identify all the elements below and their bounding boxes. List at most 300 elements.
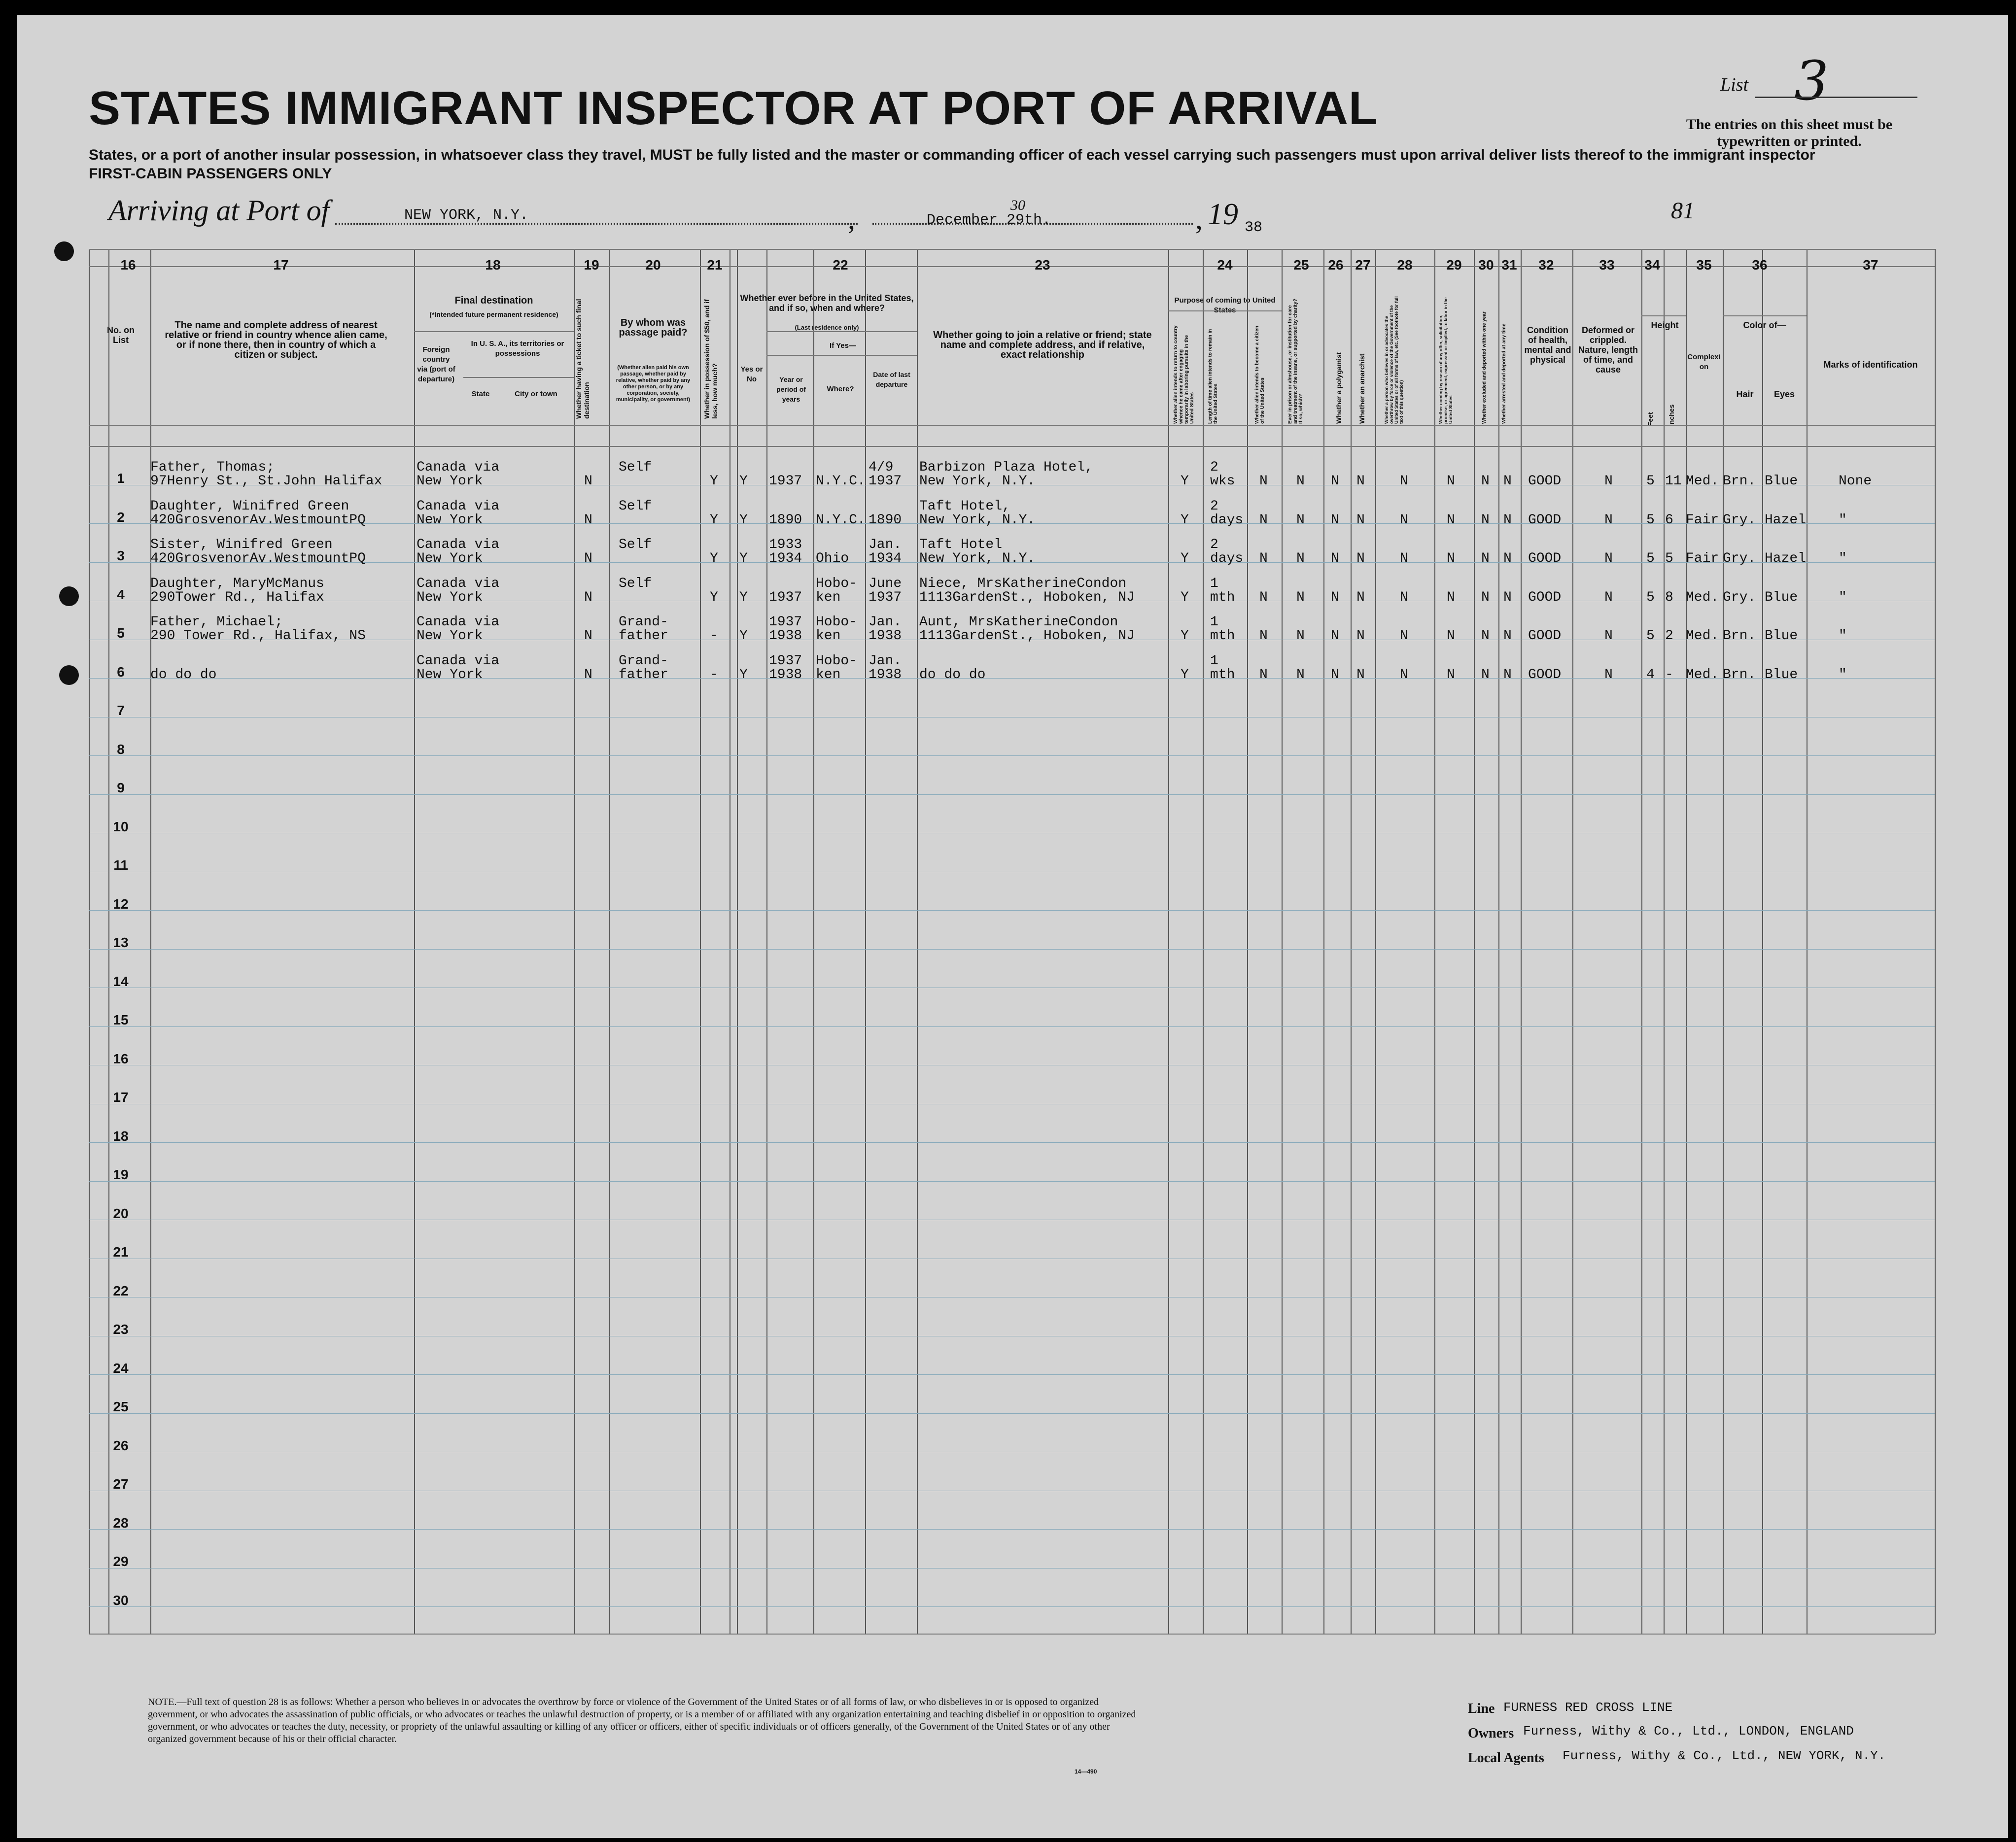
column-number: 29 [1446, 257, 1462, 273]
cell-date1: June [869, 576, 902, 591]
cell-q30: N [1481, 667, 1490, 682]
column-number: 37 [1863, 257, 1878, 273]
cell-ticket: N [584, 667, 592, 682]
cell-health: GOOD [1528, 551, 1562, 566]
cell-hair: Brn. [1723, 628, 1756, 644]
cell-q30: N [1481, 628, 1490, 644]
cell-deformed: N [1604, 512, 1613, 528]
cell-paid2: father [619, 667, 668, 682]
cell-inches: 5 [1665, 551, 1673, 566]
cell-eyes: Blue [1765, 628, 1798, 644]
header-eyes: Eyes [1773, 389, 1795, 399]
cell-citizen: N [1259, 667, 1268, 682]
cell-comp: Fair [1686, 551, 1719, 566]
header-possession: Whether in possession of $50, and if less, how much? [703, 299, 719, 419]
cell-q28: N [1400, 590, 1408, 605]
header-polygamist: Whether a polygamist [1335, 352, 1343, 424]
cell-len1: 1 [1210, 614, 1218, 630]
column-number: 30 [1478, 257, 1494, 273]
cell-marks: " [1839, 628, 1847, 644]
header-inches: Inches [1668, 404, 1675, 426]
cell-date1: Jan. [869, 614, 902, 630]
cell-join2: New York, N.Y. [919, 474, 1036, 489]
grid-header-rule [89, 425, 1935, 426]
year-prefix: 19 [1208, 198, 1238, 231]
header-ticket: Whether having a ticket to such final destination [575, 299, 591, 419]
grid-header-rule [1641, 315, 1686, 316]
cell-yr2: 1937 [769, 474, 802, 489]
column-number: 23 [1035, 257, 1050, 273]
column-number: 18 [485, 257, 501, 273]
cell-yr2: 1938 [769, 667, 802, 682]
cell-len1: 2 [1210, 499, 1218, 514]
row-number: 20 [113, 1206, 129, 1221]
cell-date2: 1890 [869, 512, 902, 528]
header-city: City or town [515, 390, 557, 398]
grid-column-rule [1323, 249, 1324, 1634]
header-year-period: Year or period of years [776, 375, 806, 403]
cell-money: - [710, 667, 718, 682]
cell-dest2: New York [417, 667, 483, 682]
cell-len2: mth [1210, 590, 1235, 605]
grid-header-rule [1168, 310, 1282, 311]
handwritten-page-mark: 81 [1671, 198, 1695, 224]
cell-intend: Y [1181, 667, 1189, 682]
header-hair: Hair [1736, 389, 1754, 399]
row-number: 7 [117, 703, 125, 718]
row-rule [89, 949, 1935, 950]
cell-citizen: N [1259, 551, 1268, 566]
cell-money: Y [710, 474, 718, 489]
owners-value: Furness, Withy & Co., Ltd., LONDON, ENGLAND [1523, 1724, 1854, 1739]
cell-date1: Jan. [869, 537, 902, 552]
cell-anar: N [1356, 667, 1365, 682]
grid-column-rule [1572, 249, 1573, 1634]
cell-eyes: Blue [1765, 667, 1798, 682]
header-purpose: Purpose of coming to United States [1174, 296, 1276, 314]
cell-inches: 2 [1665, 628, 1673, 644]
header-deformed: Deformed or crippled. Nature, length of time, and cause [1578, 325, 1638, 375]
cell-dest2: New York [417, 551, 483, 566]
row-number: 5 [117, 625, 125, 641]
grid-column-rule [1474, 249, 1475, 1634]
cell-eyes: Blue [1765, 474, 1798, 489]
grid-column-rule [1498, 249, 1499, 1634]
owners-label: Owners [1468, 1726, 1514, 1741]
manifest-sheet [17, 15, 2008, 1838]
cell-poly: N [1331, 667, 1339, 682]
cell-deformed: N [1604, 474, 1613, 489]
cell-intend: Y [1181, 474, 1189, 489]
row-number: 16 [113, 1051, 129, 1066]
header-q31: Whether arrested and deported at any time [1501, 323, 1507, 424]
cell-poly: N [1331, 551, 1339, 566]
row-rule [89, 1606, 1935, 1607]
cell-prison: N [1296, 551, 1305, 566]
question-28-note: NOTE.—Full text of question 28 is as follows: Whether a person who believes in or advocates the overthrow by force or violence of the Government of the United States or of all forms of law, or who disbelieves in or is opposed to organized government, or who advocates the assassination of public officials, or who advocates or teaches the unlawful destruction of property, or is a member of or affiliated with any organization entertaining and teaching disbelief in or opposition to organized government, or who advocates or teaches the duty, necessity, or propriety of the unlawful assaulting or killing of any officer or officers, either of specific individuals or of officers generally, of the Government of the United States or of any other organized government because of his or their official character. [148, 1697, 1136, 1744]
cell-health: GOOD [1528, 474, 1562, 489]
grid-column-rule [1723, 249, 1724, 1634]
grid-column-rule [1203, 249, 1204, 1634]
cell-q29: N [1447, 512, 1455, 528]
row-number: 17 [113, 1090, 129, 1105]
cell-poly: N [1331, 590, 1339, 605]
grid-column-rule [1282, 249, 1283, 1634]
cell-rel1: Father, Michael; [150, 614, 283, 630]
cell-rel2: 420GrosvenorAv.WestmountPQ [150, 512, 366, 528]
cell-date2: 1937 [869, 590, 902, 605]
cell-q28: N [1400, 551, 1408, 566]
cell-dest2: New York [417, 590, 483, 605]
cell-rel1: Sister, Winifred Green [150, 537, 333, 552]
grid-header-rule [89, 249, 1935, 250]
cell-intend: Y [1181, 628, 1189, 644]
grid-header-rule [766, 355, 917, 356]
header-condition: Condition of health, mental and physical [1524, 325, 1571, 365]
header-no-on-list: No. on List [107, 325, 135, 345]
grid-column-rule [150, 249, 151, 1634]
line-value: FURNESS RED CROSS LINE [1503, 1700, 1673, 1715]
cell-yes: Y [739, 628, 748, 644]
grid-column-rule [1247, 249, 1248, 1634]
cell-hair: Gry. [1723, 551, 1756, 566]
row-rule [89, 1374, 1935, 1375]
header-prison: Ever in prison or almshouse, or institution for care and treatment of the insane, or supported by charity? If so, which? [1287, 299, 1304, 424]
header-purpose-return: Whether alien intends to return to country whence he came after engaging temporarily in laboring pursuits in the United States [1173, 325, 1195, 424]
row-number: 12 [113, 896, 129, 912]
cell-comp: Med. [1686, 474, 1719, 489]
cell-prison: N [1296, 512, 1305, 528]
cell-paid: Grand- [619, 653, 668, 669]
column-number: 17 [273, 257, 289, 273]
cell-deformed: N [1604, 628, 1613, 644]
grid-column-rule [574, 249, 575, 1634]
cell-ticket: N [584, 474, 592, 489]
cell-comp: Med. [1686, 628, 1719, 644]
row-number: 23 [113, 1322, 129, 1337]
cell-where2: N.Y.C. [816, 512, 866, 528]
cell-ticket: N [584, 590, 592, 605]
cell-rel2: 420GrosvenorAv.WestmountPQ [150, 551, 366, 566]
cell-feet: 5 [1646, 512, 1655, 528]
subtitle: States, or a port of another insular possession, in whatsoever class they travel, MUST be fully listed and the master or commanding officer of each vessel carrying such passengers must upon arrival deliver lists thereof to the immigrant inspector [89, 147, 1815, 163]
grid-column-rule [89, 249, 90, 1634]
cell-anar: N [1356, 628, 1365, 644]
grid-column-rule [1686, 249, 1687, 1634]
cell-marks: " [1839, 551, 1847, 566]
cell-q31: N [1503, 667, 1512, 682]
cell-marks: " [1839, 512, 1847, 528]
cell-money: - [710, 628, 718, 644]
row-number: 9 [117, 780, 125, 795]
column-number: 25 [1293, 257, 1309, 273]
column-number: 24 [1217, 257, 1233, 273]
header-in-usa: In U. S. A., its territories or possessions [471, 340, 564, 358]
cell-eyes: Hazel [1765, 512, 1807, 528]
page-title: STATES IMMIGRANT INSPECTOR AT PORT OF ARRIVAL [89, 82, 1378, 135]
cell-join2: New York, N.Y. [919, 512, 1036, 528]
cell-dest1: Canada via [417, 576, 500, 591]
header-yes-no: Yes or No [740, 365, 763, 383]
header-state: State [471, 390, 490, 398]
grid-column-rule [1664, 249, 1665, 1634]
header-marks: Marks of identification [1823, 360, 1918, 370]
cell-join2: do do do [919, 667, 986, 682]
grid-column-rule [1375, 249, 1376, 1634]
cell-where2: Ohio [816, 551, 849, 566]
cell-len2: mth [1210, 628, 1235, 644]
cell-deformed: N [1604, 551, 1613, 566]
header-relative: The name and complete address of nearest relative or friend in country whence alien came, or if none there, then in country of which a citizen or subject. [165, 320, 387, 360]
cell-q28: N [1400, 512, 1408, 528]
grid-header-rule [766, 331, 917, 332]
grid-column-rule [609, 249, 610, 1634]
comma-separator: , [848, 203, 855, 235]
cell-prison: N [1296, 667, 1305, 682]
cell-yes: Y [739, 590, 748, 605]
row-number: 28 [113, 1515, 129, 1531]
date-correction: 30 [1010, 197, 1025, 213]
column-number: 32 [1538, 257, 1554, 273]
cell-feet: 5 [1646, 551, 1655, 566]
line-label: Line [1468, 1701, 1495, 1716]
cell-ticket: N [584, 551, 592, 566]
row-number: 29 [113, 1554, 129, 1569]
cell-q31: N [1503, 512, 1512, 528]
row-rule [89, 755, 1935, 756]
year-suffix: 38 [1245, 219, 1263, 236]
cell-yr1: 1937 [769, 614, 802, 630]
cell-poly: N [1331, 474, 1339, 489]
cell-rel2: do do do [150, 667, 217, 682]
cell-yr2: 1937 [769, 590, 802, 605]
cell-dest1: Canada via [417, 537, 500, 552]
grid-column-rule [766, 249, 767, 1634]
row-number: 26 [113, 1438, 129, 1453]
cell-paid: Grand- [619, 614, 668, 630]
cell-dest2: New York [417, 512, 483, 528]
column-number: 27 [1355, 257, 1371, 273]
cell-where2: N.Y.C. [816, 474, 866, 489]
cell-q30: N [1481, 474, 1490, 489]
column-number: 26 [1328, 257, 1344, 273]
cell-inches: - [1665, 667, 1673, 682]
cell-anar: N [1356, 551, 1365, 566]
cell-citizen: N [1259, 512, 1268, 528]
cell-q31: N [1503, 551, 1512, 566]
grid-column-rule [1351, 249, 1352, 1634]
cell-where2: ken [816, 590, 841, 605]
form-number: 14—490 [1075, 1768, 1097, 1775]
cell-len1: 1 [1210, 576, 1218, 591]
cell-join1: Taft Hotel [919, 537, 1003, 552]
comma-separator: , [1195, 203, 1203, 235]
header-complexion: Complexion [1687, 353, 1721, 371]
cell-health: GOOD [1528, 590, 1562, 605]
binder-hole [54, 241, 74, 261]
cell-citizen: N [1259, 474, 1268, 489]
cell-q31: N [1503, 590, 1512, 605]
binder-hole [59, 586, 79, 606]
cell-date2: 1938 [869, 628, 902, 644]
row-number: 19 [113, 1167, 129, 1182]
grid-column-rule [1521, 249, 1522, 1634]
cell-len1: 2 [1210, 537, 1218, 552]
cell-yes: Y [739, 512, 748, 528]
header-joining: Whether going to join a relative or friend; state name and complete address, and if relative, exact relationship [933, 330, 1152, 360]
header-anarchist: Whether an anarchist [1358, 353, 1366, 424]
header-if-yes: If Yes— [830, 341, 856, 350]
header-height: Height [1651, 320, 1679, 330]
cell-health: GOOD [1528, 512, 1562, 528]
cell-ticket: N [584, 512, 592, 528]
column-number: 20 [645, 257, 661, 273]
header-q29: Whether coming by reason of any offer, solicitation, promise, or agreement, expressed or implied, to labor in the United States [1438, 297, 1453, 424]
grid-column-rule [1762, 249, 1763, 1634]
cell-feet: 5 [1646, 474, 1655, 489]
row-rule [89, 910, 1935, 911]
cell-q30: N [1481, 551, 1490, 566]
cell-paid: Self [619, 499, 652, 514]
cell-rel1: Father, Thomas; [150, 460, 275, 475]
header-foreign-country: Foreign country via (port of departure) [417, 345, 455, 383]
cell-yr1: 1933 [769, 537, 802, 552]
row-number: 18 [113, 1128, 129, 1144]
header-final-destination-note: (*Intended future permanent residence) [429, 310, 558, 318]
list-number: 3 [1794, 49, 1829, 112]
grid-header-rule [463, 377, 574, 378]
cell-dest1: Canada via [417, 499, 500, 514]
typewritten-notice: The entries on this sheet must be typewritten or printed. [1686, 116, 1893, 149]
row-number: 1 [117, 471, 125, 486]
cell-hair: Brn. [1723, 667, 1756, 682]
header-q28: Whether a person who believes in or advocates the overthrow by force or violence of the Government of the United States or of all forms of law, etc. (See footnote for full text of this question) [1384, 296, 1404, 424]
cell-rel2: 290 Tower Rd., Halifax, NS [150, 628, 366, 644]
cell-feet: 4 [1646, 667, 1655, 682]
grid-column-rule [737, 249, 738, 1634]
row-rule [89, 1413, 1935, 1414]
cell-anar: N [1356, 590, 1365, 605]
row-number: 2 [117, 510, 125, 525]
row-number: 10 [113, 819, 129, 834]
row-number: 21 [113, 1244, 129, 1260]
cell-paid2: father [619, 628, 668, 644]
list-label: List [1720, 74, 1749, 95]
header-by-whom-note: (Whether alien paid his own passage, whether paid by relative, whether paid by any other person, or by any corporation, society, municipality, or government) [616, 365, 691, 403]
cell-len1: 2 [1210, 460, 1218, 475]
cell-q29: N [1447, 474, 1455, 489]
header-ever-before: Whether ever before in the United States, and if so, when and where? [740, 293, 914, 313]
cell-q29: N [1447, 590, 1455, 605]
cell-join2: 1113GardenSt., Hoboken, NJ [919, 628, 1135, 644]
cell-inches: 8 [1665, 590, 1673, 605]
cell-dest1: Canada via [417, 614, 500, 630]
row-rule [89, 1529, 1935, 1530]
cell-money: Y [710, 590, 718, 605]
cell-q31: N [1503, 628, 1512, 644]
grid-column-rule [917, 249, 918, 1634]
row-rule [89, 1142, 1935, 1143]
cell-paid: Self [619, 460, 652, 475]
grid-column-rule [1434, 249, 1435, 1634]
cell-date2: 1937 [869, 474, 902, 489]
cell-join1: Niece, MrsKatherineCondon [919, 576, 1127, 591]
cell-where2: ken [816, 667, 841, 682]
column-number: 33 [1599, 257, 1615, 273]
cell-date2: 1934 [869, 551, 902, 566]
column-number: 31 [1501, 257, 1517, 273]
cell-date2: 1938 [869, 667, 902, 682]
row-number: 4 [117, 587, 125, 602]
cell-len2: mth [1210, 667, 1235, 682]
grid-column-rule [1168, 249, 1169, 1634]
cell-hair: Gry. [1723, 512, 1756, 528]
row-number: 30 [113, 1593, 129, 1608]
cell-comp: Med. [1686, 667, 1719, 682]
grid-column-rule [1935, 249, 1936, 1634]
cell-where1: Hobo- [816, 614, 858, 630]
header-final-destination: Final destination [454, 295, 533, 306]
binder-hole [59, 665, 79, 685]
cell-yes: Y [739, 667, 748, 682]
row-number: 14 [113, 974, 129, 989]
date-value: December 29th. [927, 212, 1051, 229]
row-number: 24 [113, 1361, 129, 1376]
cell-rel1: Daughter, MaryMcManus [150, 576, 324, 591]
cell-rel2: 97Henry St., St.John Halifax [150, 474, 382, 489]
cell-health: GOOD [1528, 667, 1562, 682]
header-last-residence: (Last residence only) [795, 324, 859, 331]
cell-eyes: Hazel [1765, 551, 1807, 566]
header-color-of: Color of— [1743, 320, 1786, 330]
row-rule [89, 794, 1935, 795]
row-number: 27 [113, 1476, 129, 1492]
cell-inches: 6 [1665, 512, 1673, 528]
grid-column-rule [813, 249, 814, 1634]
cell-dest1: Canada via [417, 653, 500, 669]
cell-where1: Hobo- [816, 653, 858, 669]
cell-feet: 5 [1646, 590, 1655, 605]
cell-dest2: New York [417, 474, 483, 489]
cell-deformed: N [1604, 667, 1613, 682]
cell-q28: N [1400, 474, 1408, 489]
cell-intend: Y [1181, 551, 1189, 566]
cell-ticket: N [584, 628, 592, 644]
row-number: 13 [113, 935, 129, 950]
cell-rel2: 290Tower Rd., Halifax [150, 590, 324, 605]
cell-q28: N [1400, 667, 1408, 682]
cell-date1: Jan. [869, 653, 902, 669]
cell-len2: days [1210, 551, 1244, 566]
row-rule [89, 678, 1935, 679]
row-number: 22 [113, 1283, 129, 1298]
cell-join1: Barbizon Plaza Hotel, [919, 460, 1093, 475]
grid-column-rule [414, 249, 415, 1634]
header-q30: Whether excluded and deported within one year [1482, 311, 1487, 424]
cell-date1: 4/9 [869, 460, 894, 475]
cell-len1: 1 [1210, 653, 1218, 669]
cell-yr1: 1937 [769, 653, 802, 669]
header-date-last-departure: Date of last departure [873, 371, 910, 388]
cell-yes: Y [739, 551, 748, 566]
header-where: Where? [827, 385, 854, 393]
cell-citizen: N [1259, 590, 1268, 605]
cell-q28: N [1400, 628, 1408, 644]
cell-paid: Self [619, 537, 652, 552]
cell-join1: Taft Hotel, [919, 499, 1010, 514]
cell-where1: Hobo- [816, 576, 858, 591]
column-number: 35 [1696, 257, 1712, 273]
